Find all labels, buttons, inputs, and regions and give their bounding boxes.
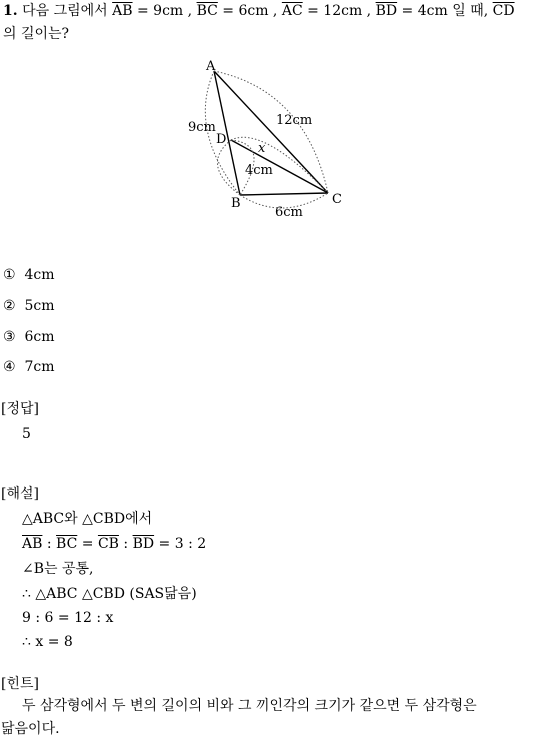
line-bc xyxy=(240,193,328,195)
question-text: 다음 그림에서 xyxy=(22,3,108,19)
segment-bd: $\overline{BD}$ xyxy=(375,3,398,19)
hint-line-2: 닮음이다. xyxy=(1,721,60,737)
length-bc: 6cm xyxy=(275,205,303,220)
choice-text: 7cm xyxy=(24,359,55,375)
length-x: x xyxy=(258,141,266,156)
choice-text: 6cm xyxy=(24,329,55,345)
solution-line-3: ∠B는 공통, xyxy=(22,561,94,577)
value-ab: = 9cm , xyxy=(132,3,193,19)
label-d: D xyxy=(216,132,227,147)
answer-header: [정답] xyxy=(1,401,39,417)
segment-ab: $\overline{AB}$ xyxy=(112,3,133,19)
solution-header: [해설] xyxy=(1,486,39,502)
ratio-colon: : xyxy=(118,536,133,552)
choice-3[interactable] xyxy=(3,328,55,346)
question-line-2: 의 길이는? xyxy=(3,26,70,42)
choice-text: 4cm xyxy=(24,267,55,283)
arc-db-outer xyxy=(217,140,240,195)
length-bd: 4cm xyxy=(245,163,273,178)
hint-header: [힌트] xyxy=(1,676,39,692)
segment-ac: $\overline{AC}$ xyxy=(281,3,303,19)
ratio-bd: $\overline{BD}$ xyxy=(132,536,155,552)
value-ac: = 12cm , xyxy=(302,3,372,19)
ratio-cb: $\overline{CB}$ xyxy=(97,536,119,552)
ratio-equals: = xyxy=(77,536,98,552)
choice-4[interactable] xyxy=(3,358,55,376)
length-ab: 9cm xyxy=(188,120,216,135)
ratio-ab: $\overline{AB}$ xyxy=(22,536,43,552)
label-b: B xyxy=(231,196,241,211)
solution-line-1: △ABC와 △CBD에서 xyxy=(22,511,153,527)
choice-text: 5cm xyxy=(24,298,55,314)
answer-value: 5 xyxy=(22,426,31,442)
choice-mark: ① xyxy=(3,267,16,283)
label-c: C xyxy=(332,192,342,207)
solution-line-6: ∴ x = 8 xyxy=(22,634,73,650)
ratio-value: = 3 : 2 xyxy=(154,536,207,552)
question-number: 1. xyxy=(3,3,18,19)
hint-line-1: 두 삼각형에서 두 변의 길이의 비와 그 끼인각의 크기가 같으면 두 삼각형은 xyxy=(22,698,477,714)
choice-mark: ③ xyxy=(3,329,16,345)
choice-mark: ④ xyxy=(3,359,16,375)
ratio-bc: $\overline{BC}$ xyxy=(56,536,78,552)
choice-mark: ② xyxy=(3,298,16,314)
choice-2[interactable] xyxy=(3,297,55,315)
value-bd: = 4cm 일 때, xyxy=(397,3,489,19)
choice-1[interactable] xyxy=(3,266,55,284)
segment-cd: $\overline{CD}$ xyxy=(492,3,515,19)
solution-line-2 xyxy=(22,535,206,553)
ratio-colon: : xyxy=(42,536,57,552)
label-a: A xyxy=(206,59,216,74)
solution-line-4: ∴ △ABC △CBD (SAS닮음) xyxy=(22,586,197,602)
segment-bc: $\overline{BC}$ xyxy=(196,3,218,19)
value-bc: = 6cm , xyxy=(217,3,278,19)
length-ac: 12cm xyxy=(276,113,313,128)
solution-line-5: 9 : 6 = 12 : x xyxy=(22,610,114,626)
